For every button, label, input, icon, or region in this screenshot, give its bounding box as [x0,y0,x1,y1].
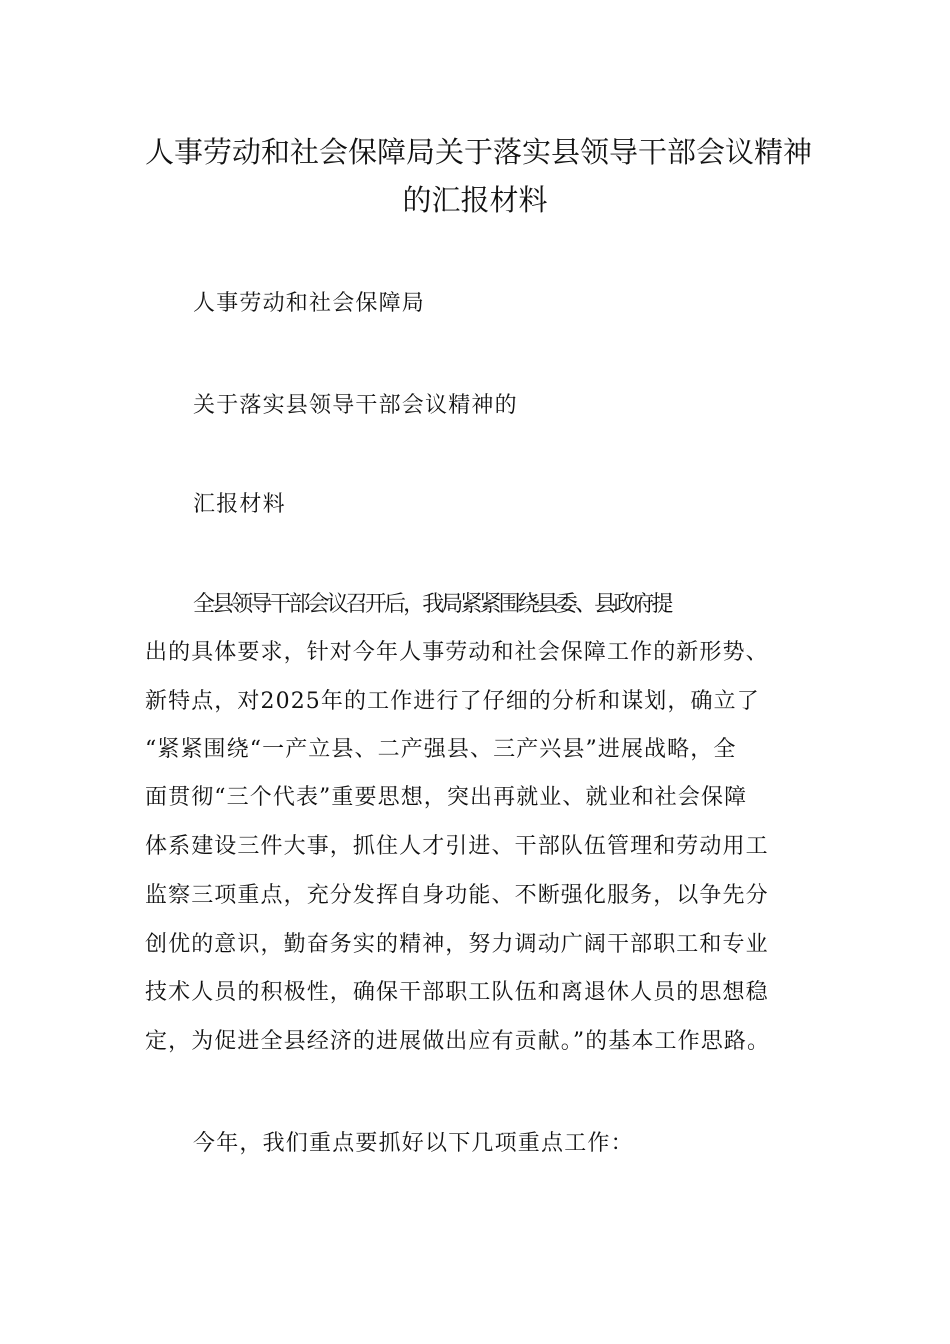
paragraph-1-line-4: “紧紧围绕“一产立县、二产强县、三产兴县”进展战略，全 [145,737,737,762]
paragraph-1-line-1: 全县领导干部会议召开后，我局紧紧围绕县委、县政府提 [193,592,671,617]
paragraph-1-line-8: 创优的意识，勤奋务实的精神，努力调动广阔干部职工和专业 [145,932,769,957]
paragraph-1-line-5: 面贯彻“三个代表”重要思想，突出再就业、就业和社会保障 [145,785,748,810]
paragraph-1-line-6: 体系建设三件大事，抓住人才引进、干部队伍管理和劳动用工 [145,834,769,859]
title-line-2: 的汇报材料 [402,183,548,217]
heading-line-1: 人事劳动和社会保障局 [193,291,426,316]
paragraph-1-line-9: 技术人员的积极性，确保干部职工队伍和离退休人员的思想稳 [145,980,769,1005]
paragraph-1-line-3: 新特点，对2025年的工作进行了仔细的分析和谋划，确立了 [145,689,760,714]
paragraph-1-line-2: 出的具体要求，针对今年人事劳动和社会保障工作的新形势、 [145,640,769,665]
document-title [145,128,813,224]
heading-line-3: 汇报材料 [193,492,286,517]
heading-line-2: 关于落实县领导干部会议精神的 [193,393,518,418]
paragraph-2: 今年，我们重点要抓好以下几项重点工作： [193,1131,634,1156]
paragraph-1-line-10: 定，为促进全县经济的进展做出应有贡献。”的基本工作思路。 [145,1029,771,1054]
title-line-1: 人事劳动和社会保障局关于落实县领导干部会议精神 [145,135,813,169]
paragraph-1-line-7: 监察三项重点，充分发挥自身功能、不断强化服务，以争先分 [145,883,769,908]
